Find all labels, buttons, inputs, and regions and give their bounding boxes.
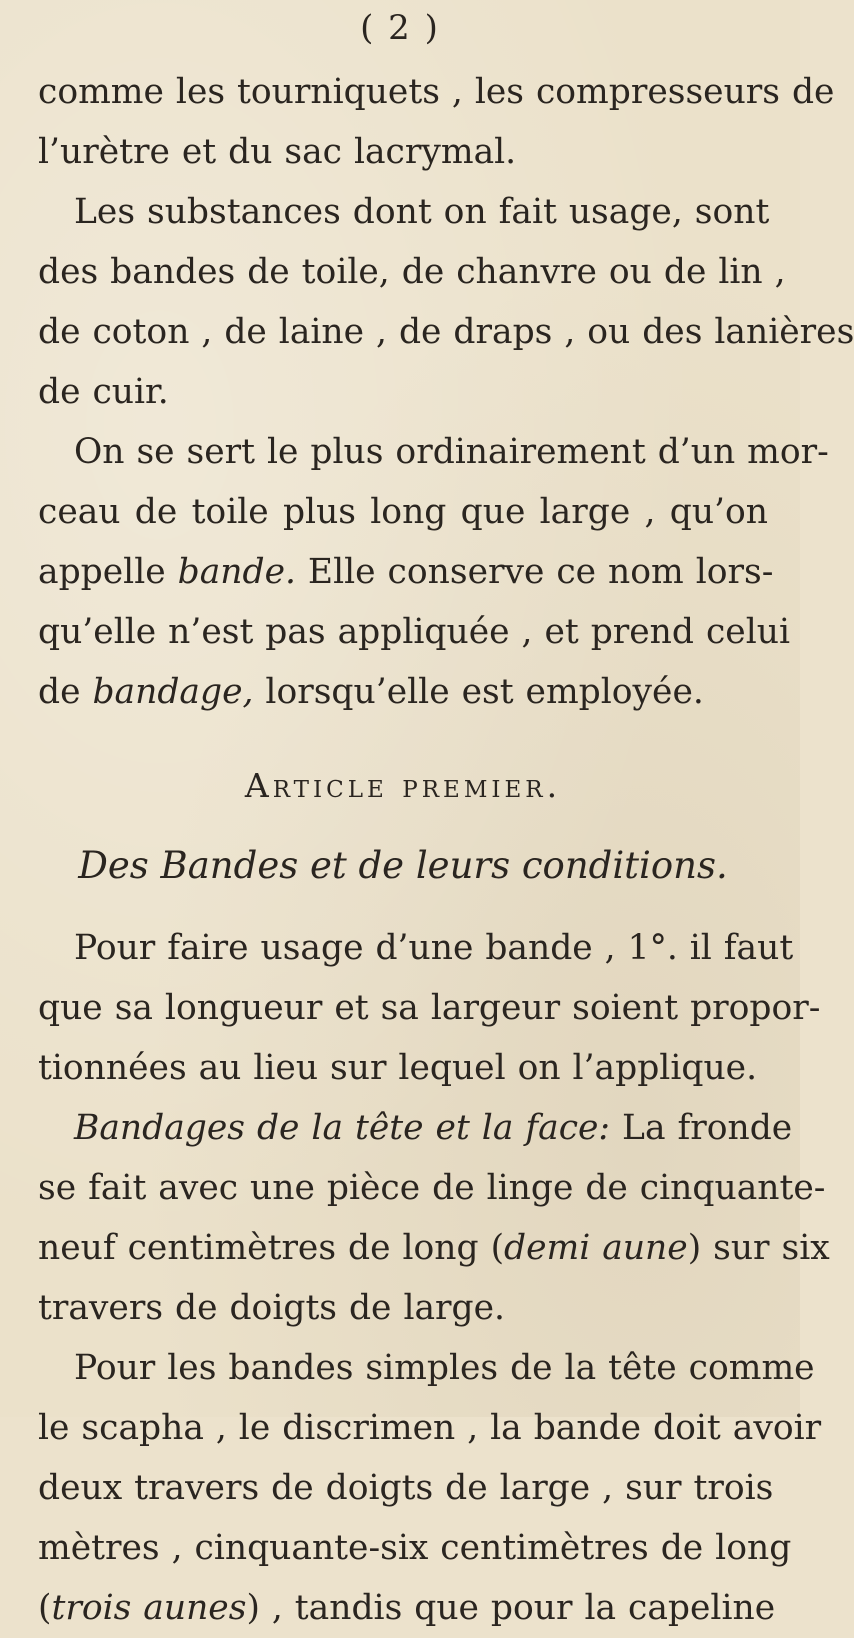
text-line: Les substances dont on fait usage, sont xyxy=(74,192,770,232)
text-line: des bandes de toile, de chanvre ou de lin , xyxy=(38,252,786,292)
text-run: neuf centimètres de long ( xyxy=(38,1228,505,1268)
paragraph-bande-usage xyxy=(38,918,821,1098)
emphasis-term: trois aunes xyxy=(51,1588,247,1628)
paragraph-continuation xyxy=(38,62,835,182)
text-line: de coton , de laine , de draps , ou des lanières xyxy=(38,312,854,352)
paragraph-fronde xyxy=(38,1098,830,1338)
text-line: ceau de toile plus long que large , qu’on xyxy=(38,492,768,532)
text-line: comme les tourniquets , les compresseurs de xyxy=(38,72,835,112)
text-run: de xyxy=(38,672,93,712)
paragraph-substances xyxy=(38,182,854,422)
text-line: qu’elle n’est pas appliquée , et prend celui xyxy=(38,612,790,652)
text-line: que sa longueur et sa largeur soient propor- xyxy=(38,988,821,1028)
text-line: tionnées au lieu sur lequel on l’applique. xyxy=(38,1048,758,1088)
text-line: Pour les bandes simples de la tête comme xyxy=(74,1348,815,1388)
text-line: de cuir. xyxy=(38,372,169,412)
text-run: La fronde xyxy=(610,1108,793,1148)
paragraph-bandes-simples xyxy=(38,1338,822,1638)
page-number: ( 2 ) xyxy=(360,8,440,48)
section-heading: Des Bandes et de leurs conditions. xyxy=(78,844,728,887)
paragraph-bande-definition xyxy=(38,422,829,722)
text-line: On se sert le plus ordinairement d’un mor- xyxy=(74,432,829,472)
emphasis-term: bandage, xyxy=(92,672,254,712)
text-run: ) , tandis que pour la capeline xyxy=(246,1588,776,1628)
emphasis-term: demi aune xyxy=(504,1228,688,1268)
text-line xyxy=(38,662,768,722)
text-run: lorsqu’elle est employée. xyxy=(253,672,704,712)
text-line: l’urètre et du sac lacrymal. xyxy=(38,132,517,172)
text-line: se fait avec une pièce de linge de cinquante- xyxy=(38,1168,826,1208)
article-heading: Article premier. xyxy=(244,766,562,805)
body-text xyxy=(38,62,854,1638)
text-run: appelle xyxy=(38,552,178,592)
text-line: travers de doigts de large. xyxy=(38,1288,506,1328)
text-run: Elle conserve ce nom lors- xyxy=(295,552,774,592)
text-line xyxy=(38,542,774,602)
emphasis-term: Bandages de la tête et la face: xyxy=(74,1108,611,1148)
text-line: mètres , cinquante-six centimètres de long xyxy=(38,1528,792,1568)
text-line: le scapha , le discrimen , la bande doit avoir xyxy=(38,1408,822,1448)
text-line xyxy=(38,1218,830,1278)
text-line xyxy=(38,1098,793,1158)
emphasis-term: bande. xyxy=(177,552,296,592)
text-line: deux travers de doigts de large , sur trois xyxy=(38,1468,774,1508)
text-run: ) sur six xyxy=(687,1228,830,1268)
text-line xyxy=(38,1578,776,1638)
text-line: Pour faire usage d’une bande , 1°. il faut xyxy=(74,928,794,968)
text-run: ( xyxy=(38,1588,52,1628)
